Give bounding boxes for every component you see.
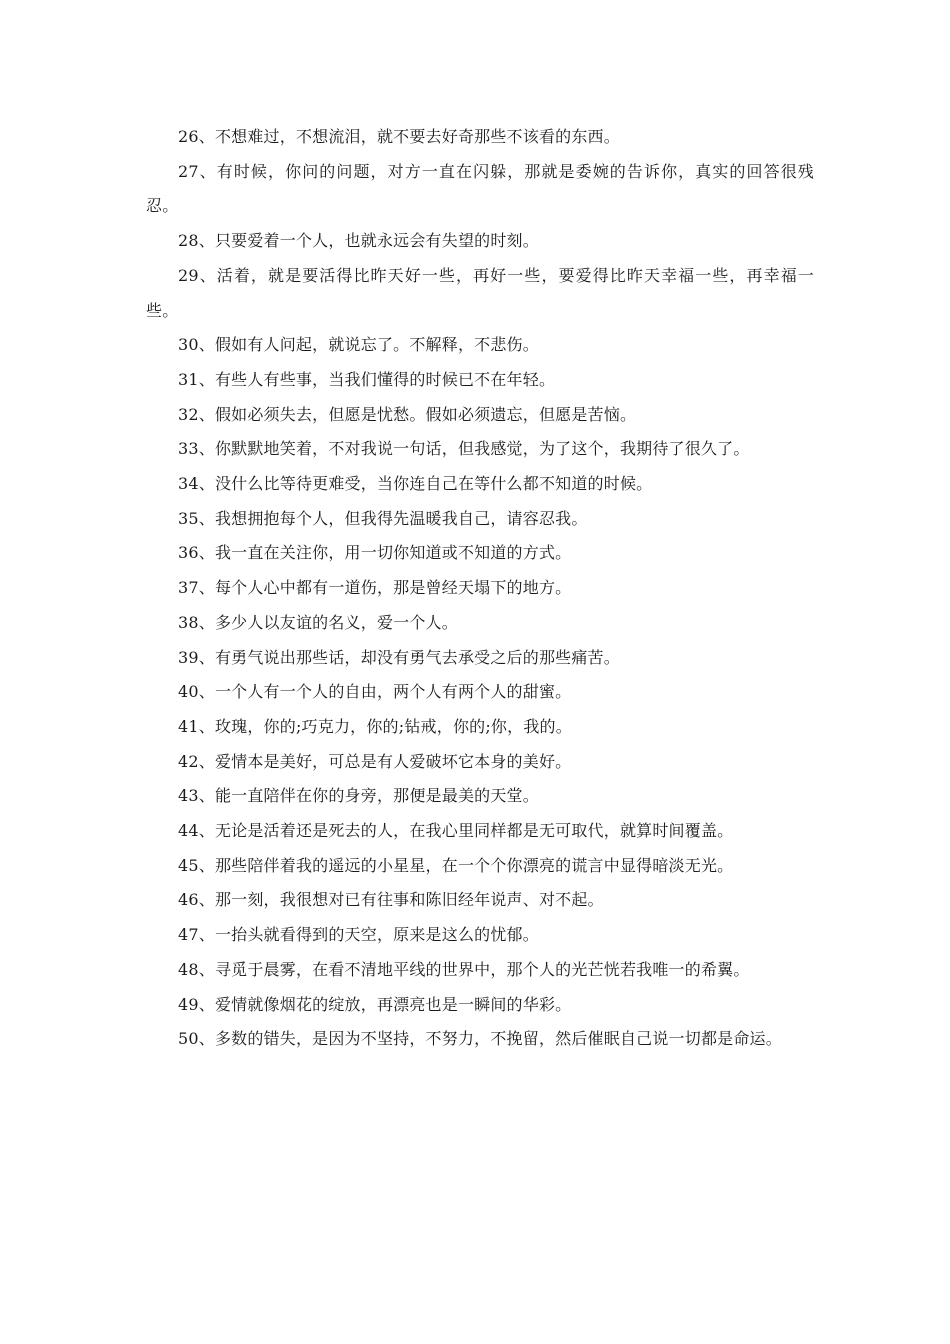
document-body	[146, 120, 814, 1057]
paragraph-46: 46、那一刻，我很想对已有往事和陈旧经年说声、对不起。	[178, 890, 604, 910]
paragraph-41: 41、玫瑰，你的;巧克力，你的;钻戒，你的;你，我的。	[178, 716, 572, 736]
paragraph-40: 40、一个人有一个人的自由，两个人有两个人的甜蜜。	[178, 682, 572, 702]
paragraph-50: 50、多数的错失，是因为不坚持，不努力，不挽留，然后催眠自己说一切都是命运。	[178, 1029, 782, 1049]
paragraph-43: 43、能一直陪伴在你的身旁，那便是最美的天堂。	[178, 786, 539, 806]
paragraph-36: 36、我一直在关注你，用一切你知道或不知道的方式。	[178, 543, 572, 563]
paragraph-31: 31、有些人有些事，当我们懂得的时候已不在年轻。	[178, 369, 556, 389]
paragraph-44: 44、无论是活着还是死去的人，在我心里同样都是无可取代，就算时间覆盖。	[178, 821, 734, 841]
paragraph-37: 37、每个人心中都有一道伤，那是曾经天塌下的地方。	[178, 578, 572, 598]
paragraph-28: 28、只要爱着一个人，也就永远会有失望的时刻。	[178, 231, 539, 251]
paragraph-39: 39、有勇气说出那些话，却没有勇气去承受之后的那些痛苦。	[178, 647, 620, 667]
paragraph-49: 49、爱情就像烟花的绽放，再漂亮也是一瞬间的华彩。	[178, 994, 572, 1014]
paragraph-38: 38、多少人以友谊的名义，爱一个人。	[178, 612, 458, 632]
paragraph-35: 35、我想拥抱每个人，但我得先温暖我自己，请容忍我。	[178, 508, 588, 528]
paragraph-32: 32、假如必须失去，但愿是忧愁。假如必须遗忘，但愿是苦恼。	[178, 404, 637, 424]
paragraph-33: 33、你默默地笑着，不对我说一句话，但我感觉，为了这个，我期待了很久了。	[178, 439, 750, 459]
paragraph-27: 27、有时候，你问的问题，对方一直在闪躲，那就是委婉的告诉你，真实的回答很残忍。	[146, 161, 814, 216]
paragraph-42: 42、爱情本是美好，可总是有人爱破坏它本身的美好。	[178, 751, 572, 771]
paragraph-45: 45、那些陪伴着我的遥远的小星星，在一个个你漂亮的谎言中显得暗淡无光。	[178, 855, 734, 875]
paragraph-47: 47、一抬头就看得到的天空，原来是这么的忧郁。	[178, 925, 539, 945]
paragraph-29: 29、活着，就是要活得比昨天好一些，再好一些，要爱得比昨天幸福一些，再幸福一些。	[146, 265, 814, 320]
paragraph-34: 34、没什么比等待更难受，当你连自己在等什么都不知道的时候。	[178, 474, 653, 494]
paragraph-26: 26、不想难过，不想流泪，就不要去好奇那些不该看的东西。	[178, 127, 620, 146]
paragraph-48: 48、寻觅于晨雾，在看不清地平线的世界中，那个人的光芒恍若我唯一的希翼。	[178, 959, 750, 979]
paragraph-30: 30、假如有人问起，就说忘了。不解释，不悲伤。	[178, 335, 539, 355]
